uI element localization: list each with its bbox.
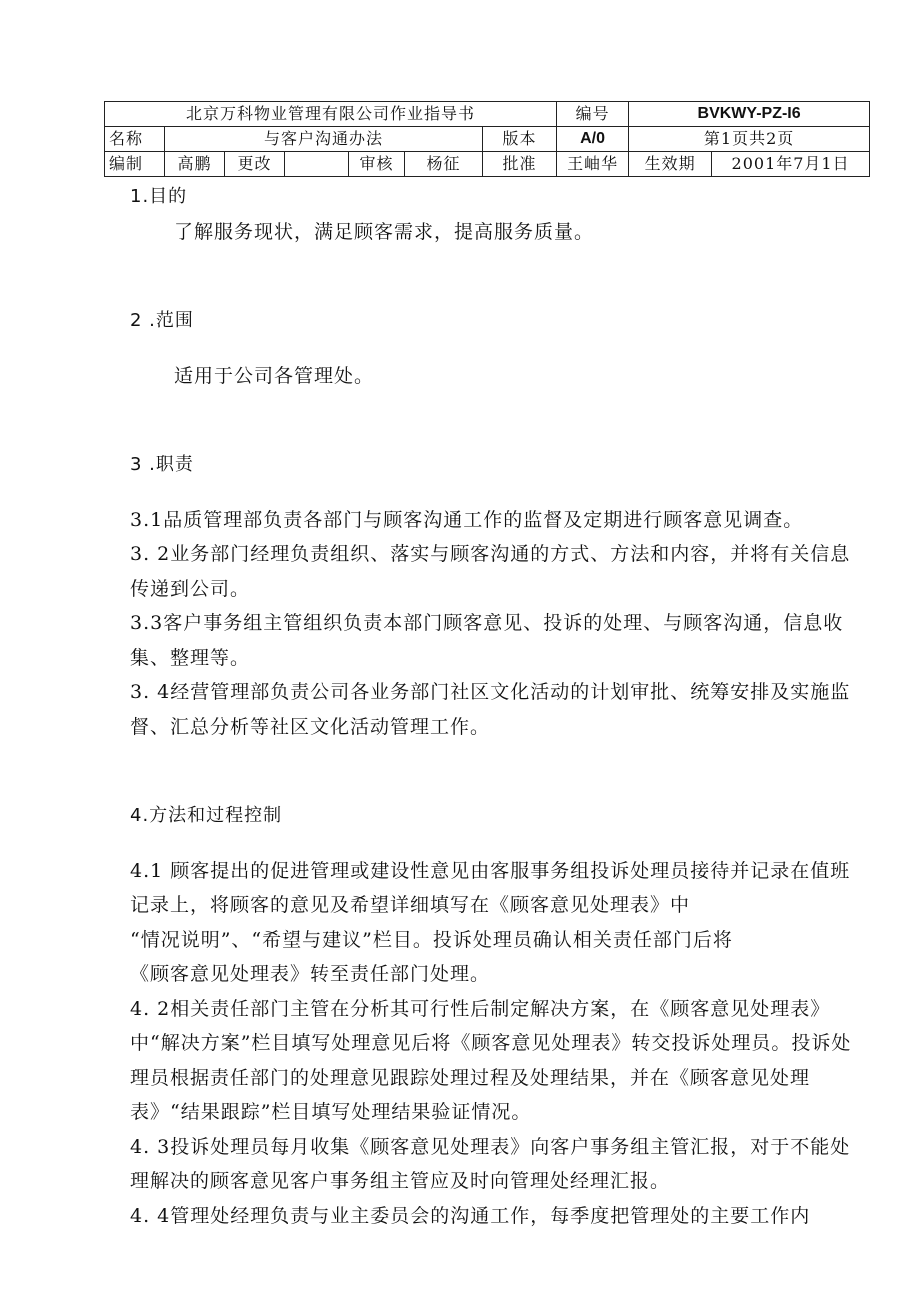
approve-label: 批准 <box>483 152 557 177</box>
company-doc-title: 北京万科物业管理有限公司作业指导书 <box>105 102 557 127</box>
section-1-text: 了解服务现状，满足顾客需求，提高服务质量。 <box>174 220 595 243</box>
header-row-title <box>105 102 870 127</box>
effective-date: 2001年7月1日 <box>731 154 850 173</box>
section-4-1b: “情况说明”、“希望与建议”栏目。投诉处理员确认相关责任部门后将 <box>130 928 733 951</box>
header-row-sign <box>105 152 870 177</box>
section-3-3: 3.3客户事务组主管组织负责本部门顾客意见、投诉的处理、与顾客沟通，信息收集、整理等。 <box>130 612 844 669</box>
section-4-2: 4. 2相关责任部门主管在分析其可行性后制定解决方案，在《顾客意见处理表》中“解决方案”栏目填写处理意见后将《顾客意见处理表》转交投诉处理员。投诉处理员根据责任部门的处理意见跟踪处理过程及处理结果，并在《顾客意见处理表》“结果跟踪”栏目填写处理结果验证情况。 <box>130 997 852 1123</box>
name-value: 与客户沟通办法 <box>165 127 483 152</box>
document-body <box>130 180 865 1233</box>
section-2-text: 适用于公司各管理处。 <box>174 364 375 387</box>
version-label: 版本 <box>483 127 557 152</box>
approver-name: 王岫华 <box>557 152 629 177</box>
section-1-heading: 1.目的 <box>130 186 188 207</box>
code-value: BVKWY-PZ-I6 <box>629 102 870 127</box>
section-4-3: 4. 3投诉处理员每月收集《顾客意见处理表》向客户事务组主管汇报，对于不能处理解决的顾客意见客户事务组主管应及时向管理处经理汇报。 <box>130 1135 851 1192</box>
section-3-4: 3. 4经营管理部负责公司各业务部门社区文化活动的计划审批、统筹安排及实施监督、汇总分析等社区文化活动管理工作。 <box>130 681 851 738</box>
section-4-heading: 4.方法和过程控制 <box>130 805 283 826</box>
effective-label: 生效期 <box>629 152 712 176</box>
code-label: 编号 <box>557 102 629 127</box>
section-4-1c: 《顾客意见处理表》转至责任部门处理。 <box>130 963 491 985</box>
change-label: 更改 <box>225 152 285 177</box>
compiler-name: 高鹏 <box>165 152 225 177</box>
version-value: A/0 <box>557 127 629 152</box>
reviewer-name: 杨征 <box>405 152 483 177</box>
section-3-2: 3. 2业务部门经理负责组织、落实与顾客沟通的方式、方法和内容，并将有关信息传递到公司。 <box>130 543 851 600</box>
header-row-name <box>105 127 870 152</box>
change-value <box>285 152 349 177</box>
review-label: 审核 <box>349 152 405 177</box>
section-3-heading: 3 .职责 <box>130 454 194 475</box>
section-4-4: 4. 4管理处经理负责与业主委员会的沟通工作，每季度把管理处的主要工作内 <box>130 1204 811 1227</box>
name-label: 名称 <box>105 127 165 152</box>
document-header-table <box>104 101 870 177</box>
effective-cell <box>629 152 870 177</box>
compiler-label: 编制 <box>105 152 165 177</box>
section-3-1: 3.1品质管理部负责各部门与顾客沟通工作的监督及定期进行顾客意见调查。 <box>130 508 804 531</box>
page-info: 第1页共2页 <box>629 127 870 152</box>
section-4-1a: 4.1 顾客提出的促进管理或建设性意见由客服事务组投诉处理员接待并记录在值班记录上，将顾客的意见及希望详细填写在《顾客意见处理表》中 <box>130 859 851 916</box>
section-2-heading: 2 .范围 <box>130 310 194 331</box>
